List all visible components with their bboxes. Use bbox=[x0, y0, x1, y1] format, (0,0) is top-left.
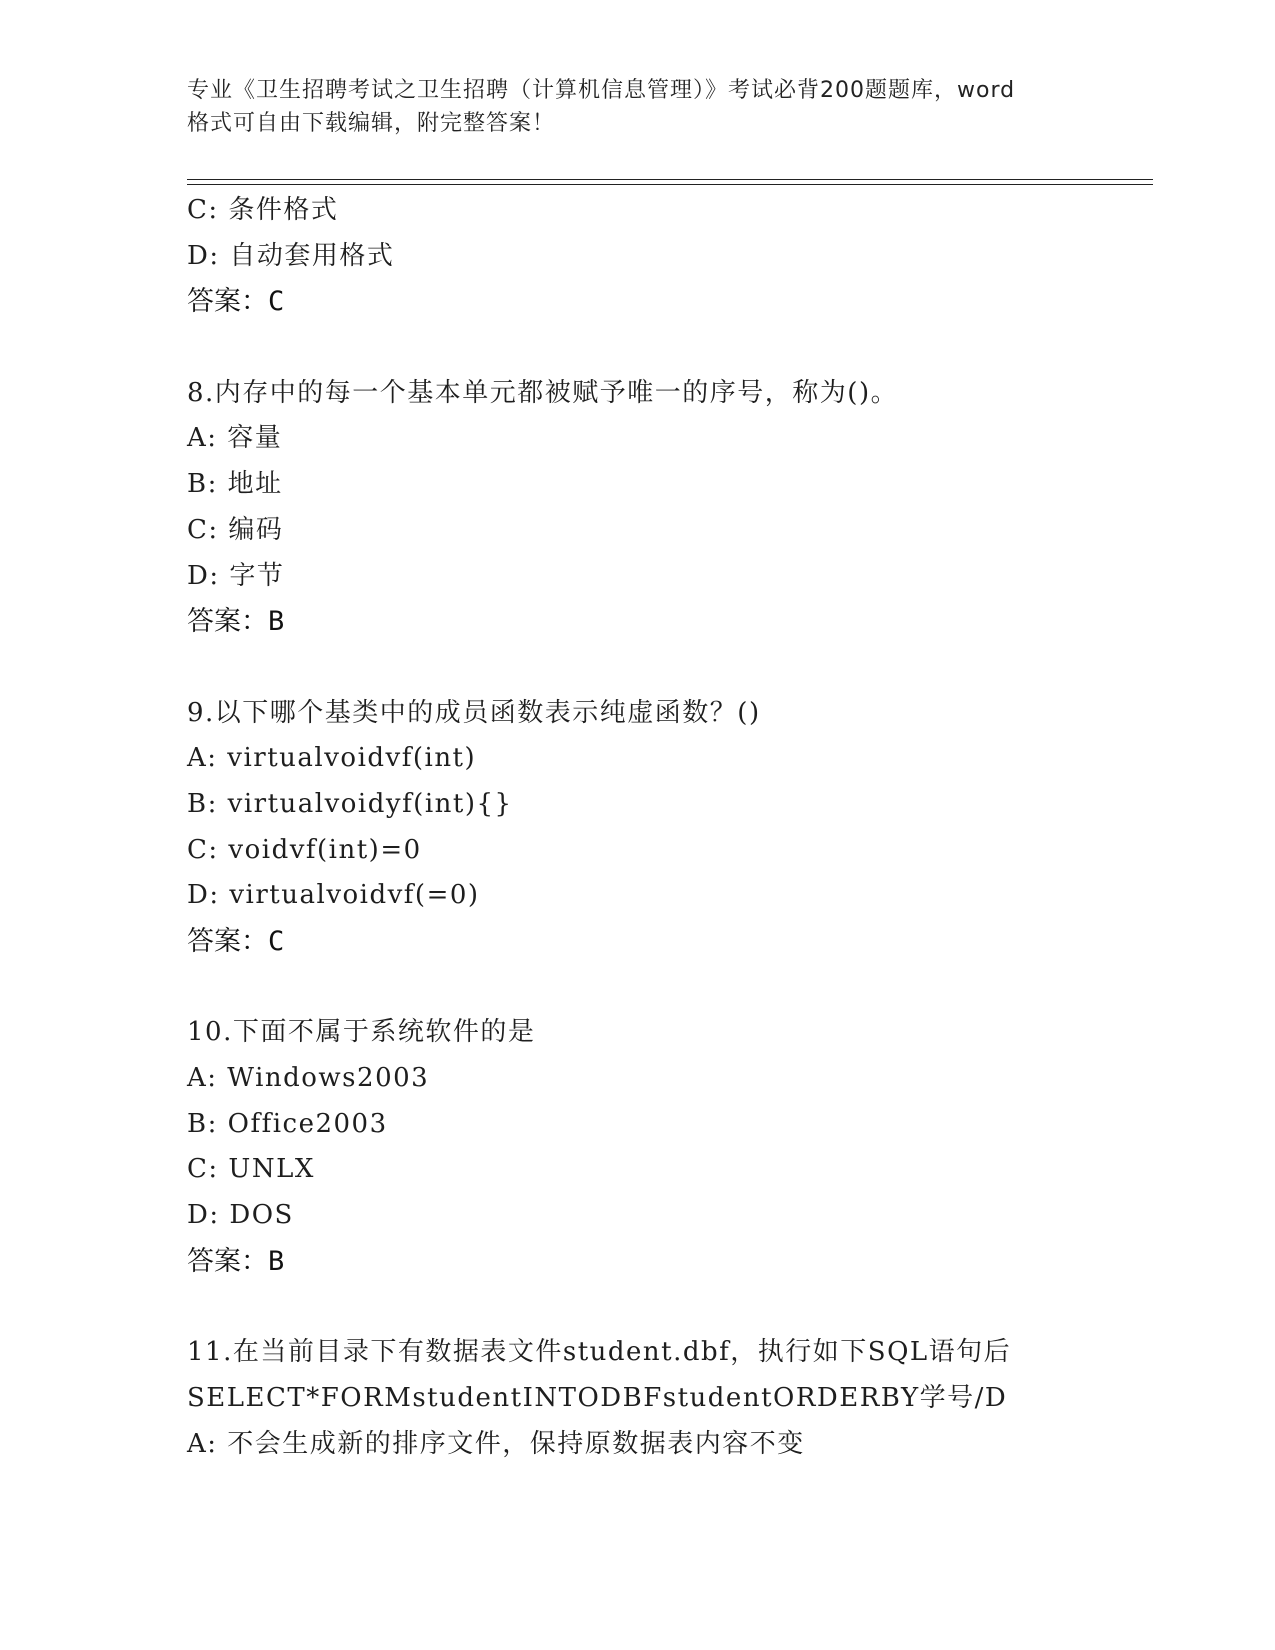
option-a: A: 不会生成新的排序文件，保持原数据表内容不变 bbox=[187, 1428, 805, 1459]
question-11: 11.在当前目录下有数据表文件student.dbf，执行如下SQL语句后 bbox=[187, 1337, 1012, 1368]
spacer bbox=[187, 965, 1153, 1011]
option-d: D: 自动套用格式 bbox=[187, 240, 395, 271]
spacer bbox=[187, 645, 1153, 691]
option-c: C: 编码 bbox=[187, 514, 284, 545]
option-c: C: 条件格式 bbox=[187, 195, 339, 225]
option-a: A: Windows2003 bbox=[187, 1063, 430, 1094]
option-d: D: DOS bbox=[187, 1200, 294, 1231]
option-b: B: 地址 bbox=[187, 469, 283, 500]
header-divider-top bbox=[187, 179, 1153, 180]
option-b: B: virtualvoidyf(int){} bbox=[187, 788, 513, 819]
answer-line: 答案：B bbox=[187, 1245, 285, 1277]
spacer bbox=[187, 325, 1153, 371]
header-divider-bottom bbox=[187, 184, 1153, 185]
question-10: 10.下面不属于系统软件的是 bbox=[187, 1017, 536, 1048]
option-a: A: 容量 bbox=[187, 423, 283, 454]
answer-line: 答案：C bbox=[187, 286, 285, 318]
header-line-1: 专业《卫生招聘考试之卫生招聘（计算机信息管理）》考试必背200题题库，word bbox=[187, 78, 1016, 103]
answer-line: 答案：B bbox=[187, 606, 285, 638]
option-d: D: virtualvoidvf(=0) bbox=[187, 880, 480, 911]
document-header bbox=[187, 74, 1087, 140]
option-a: A: virtualvoidvf(int) bbox=[187, 743, 477, 774]
option-c: C: voidvf(int)=0 bbox=[187, 834, 422, 865]
answer-line: 答案：C bbox=[187, 926, 285, 957]
option-d: D: 字节 bbox=[187, 560, 285, 591]
question-list bbox=[187, 188, 1153, 1467]
header-line-2: 格式可自由下载编辑，附完整答案！ bbox=[187, 111, 556, 136]
question-8: 8.内存中的每一个基本单元都被赋予唯一的序号，称为()。 bbox=[187, 377, 899, 408]
option-b: B: Office2003 bbox=[187, 1108, 388, 1139]
question-11-sql: SELECT*FORMstudentINTODBFstudentORDERBY学号/D bbox=[187, 1382, 1008, 1413]
spacer bbox=[187, 1285, 1153, 1331]
option-c: C: UNLX bbox=[187, 1154, 315, 1185]
question-9: 9.以下哪个基类中的成员函数表示纯虚函数？() bbox=[187, 697, 761, 728]
